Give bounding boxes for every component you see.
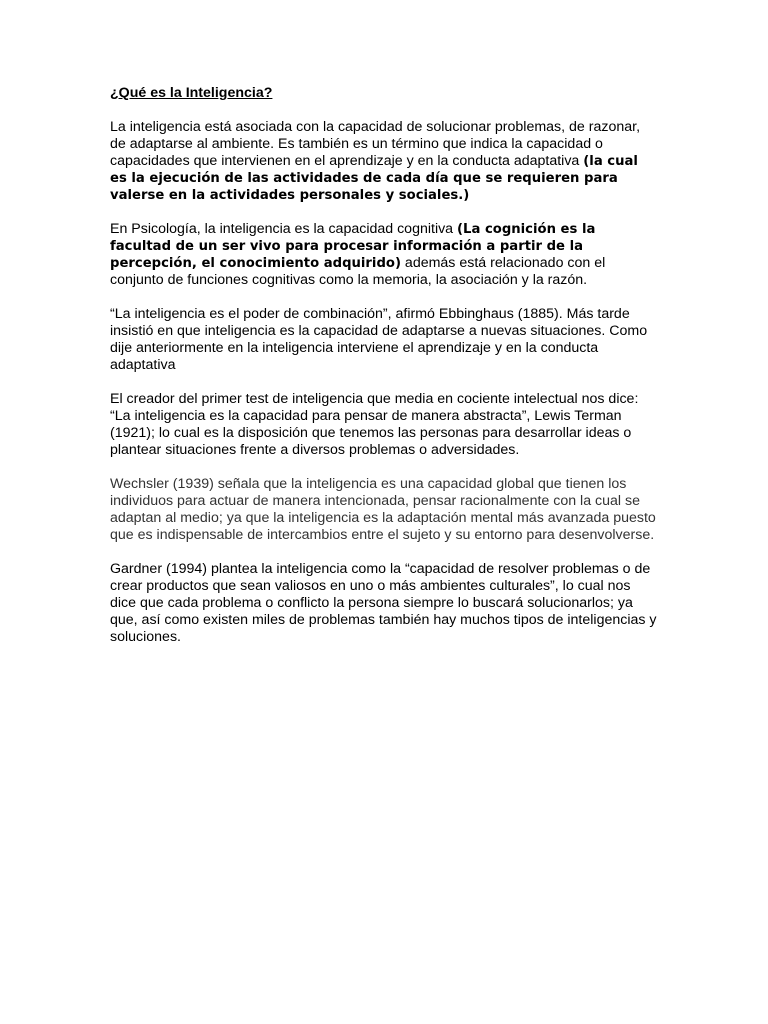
paragraph-1-bold: (la cual es la ejecución de las actividades de cada día que se requieren para valerse en la actividades personales y sociales.) [110,154,638,203]
paragraph-1 [110,119,658,204]
paragraph-2-text-before: En Psicología, la inteligencia es la capacidad cognitiva [110,221,458,237]
paragraph-4: El creador del primer test de inteligencia que media en cociente intelectual nos dice: “La inteligencia es la capacidad para pensar de manera abstracta”, Lewis Terman (1921); lo cual es la disposición que tenemos las personas para desarrollar ideas o plantear situaciones frente a diversos problemas o adversidades. [110,391,639,458]
document-body [110,85,658,663]
paragraph-2 [110,221,658,289]
paragraph-5: Wechsler (1939) señala que la inteligencia es una capacidad global que tienen los individuos para actuar de manera intencionada, pensar racionalmente con la cual se adaptan al medio; ya que la inteligencia es la adaptación mental más avanzada puesto que es indispensable de intercambios entre el sujeto y su entorno para desenvolverse. [110,476,656,543]
paragraph-3: “La inteligencia es el poder de combinación”, afirmó Ebbinghaus (1885). Más tarde insistió en que inteligencia es la capacidad de adaptarse a nuevas situaciones. Como dije anteriormente en la inteligencia interviene el aprendizaje y en la conducta adaptativa [110,306,648,373]
paragraph-6: Gardner (1994) plantea la inteligencia como la “capacidad de resolver problemas o de crear productos que sean valiosos en uno o más ambientes culturales”, lo cual nos dice que cada problema o conflicto la persona siempre lo buscará solucionarlos; ya que, así como existen miles de problemas también hay muchos tipos de inteligencias y soluciones. [110,561,657,645]
paragraph-1-text: La inteligencia está asociada con la capacidad de solucionar problemas, de razonar, de adaptarse al ambiente. Es también es un término que indica la capacidad o capacidades que intervienen en el aprendizaje y en la conducta adaptativa [110,119,641,169]
paragraph-2-bold: (La cognición es la facultad de un ser vivo para procesar información a partir de la percepción, el conocimiento adquirido) [110,222,596,271]
document-title: ¿Qué es la Inteligencia? [110,85,273,101]
paragraph-2-text-after: además está relacionado con el conjunto de funciones cognitivas como la memoria, la asociación y la razón. [110,255,606,288]
